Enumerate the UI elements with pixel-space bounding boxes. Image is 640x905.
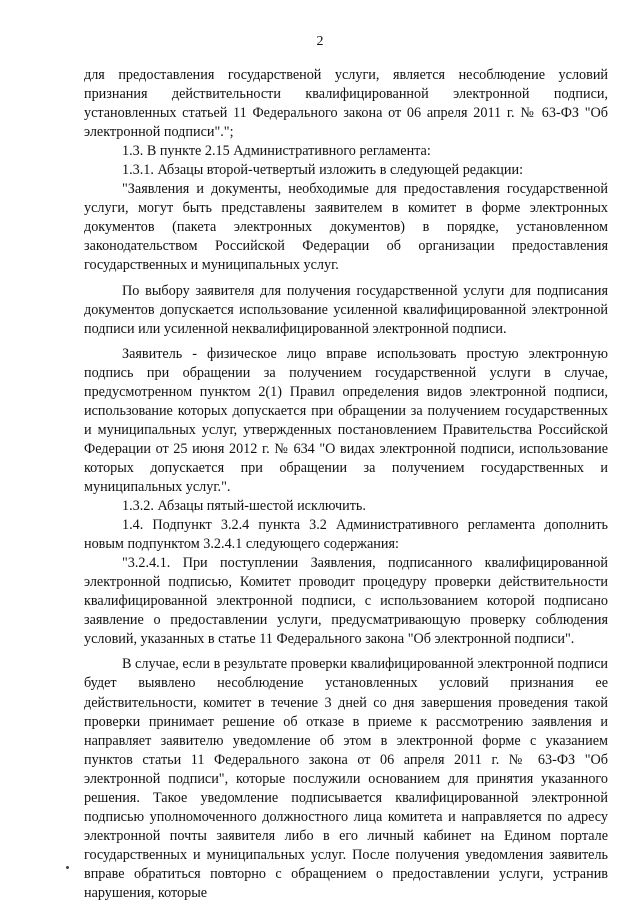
scan-speck bbox=[66, 866, 69, 869]
paragraph-simple-signature: Заявитель - физическое лицо вправе использовать простую электронную подпись при обращении за получением государственной услуги в случае, предусмотренном пунктом 2(1) Правил определения видов электронной подписи, использование которых допускается при обращении за получением государственных и муниципальных услуг, утвержденных постановлением Правительства Российской Федерации от 25 июня 2012 г. № 634 "О видах электронной подписи, использование которых допускается при обращении за получением государственных и муниципальных услуг.". bbox=[84, 345, 608, 495]
paragraph-item-1-3-2: 1.3.2. Абзацы пятый-шестой исключить. bbox=[122, 498, 366, 515]
paragraph-quote-applications: "Заявления и документы, необходимые для предоставления государственной услуги, могут быть представлены заявителем в комитет в форме электронных документов (пакета электронных документов) в порядке, установленном законодательством Российской Федерации об организации предоставления государственных и муниципальных услуг. bbox=[84, 181, 608, 274]
document-body bbox=[84, 66, 608, 903]
page-number: 2 bbox=[316, 34, 324, 49]
paragraph-item-1-3: 1.3. В пункте 2.15 Административного регламента: bbox=[122, 143, 431, 160]
paragraph-continuation: для предоставления государственой услуги, является несоблюдение условий признания действительности квалифицированной электронной подписи, установленных статьей 11 Федерального закона от 06 апреля 2011 г. № 63-ФЗ "Об электронной подписи"."; bbox=[84, 67, 608, 141]
paragraph-item-1-4: 1.4. Подпункт 3.2.4 пункта 3.2 Административного регламента дополнить новым подпунктом 3.2.4.1 следующего содержания: bbox=[84, 517, 608, 553]
paragraph-signature-choice: По выбору заявителя для получения государственной услуги для подписания документов допускается использование усиленной квалифицированной электронной подписи или усиленной неквалифицированной электронной подписи. bbox=[84, 282, 608, 337]
paragraph-verification-failure: В случае, если в результате проверки квалифицированной электронной подписи будет выявлено несоблюдение установленных условий признания ее действительности, комитет в течение 3 дней со дня завершения проведения такой проверки принимает решение об отказе в приеме к рассмотрению заявления и направляет заявителю уведомление об этом в электронной форме с указанием пунктов статьи 11 Федерального закона от 06 апреля 2011 г. № 63-ФЗ "Об электронной подписи", которые послужили основанием для принятия указанного решения. Такое уведомление подписывается квалифицированной электронной подписью уполномоченного должностного лица комитета и направляется по адресу электронной почты заявителя либо в его личный кабинет на Едином портале государственных и муниципальных услуг. После получения уведомления заявитель вправе обратиться повторно с обращением о предоставлении услуги, устранив нарушения, которые bbox=[84, 656, 608, 901]
paragraph-quote-3-2-4-1: "3.2.4.1. При поступлении Заявления, подписанного квалифицированной электронной подписью, Комитет проводит процедуру проверки действительности квалифицированной электронной подписи, с использованием которой подписано заявление о предоставлении услуги, предусматривающую проверку соблюдения условий, указанных в статье 11 Федерального закона "Об электронной подписи". bbox=[84, 555, 608, 648]
paragraph-item-1-3-1: 1.3.1. Абзацы второй-четвертый изложить в следующей редакции: bbox=[122, 162, 524, 179]
